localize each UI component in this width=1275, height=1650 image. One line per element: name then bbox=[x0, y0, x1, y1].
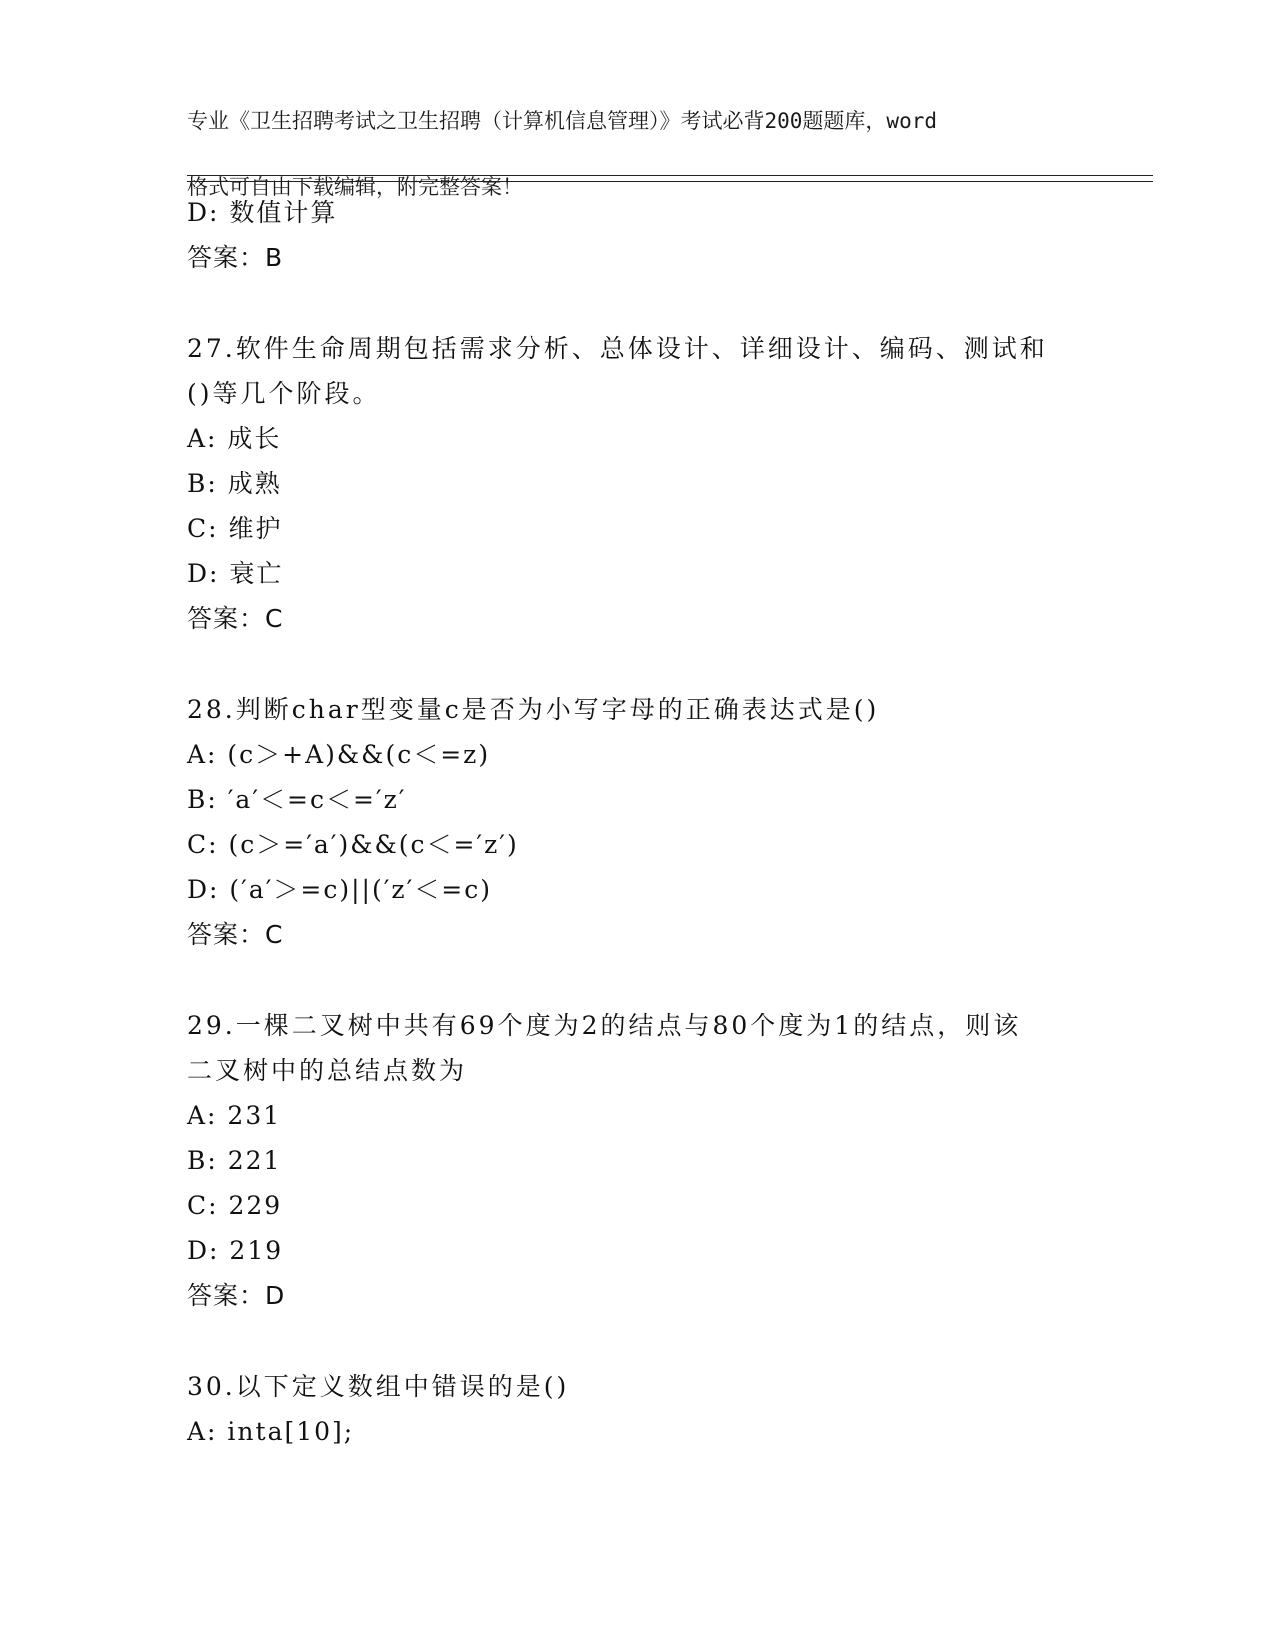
question-30 bbox=[187, 1364, 1087, 1454]
option-d: D: (′a′＞=c)||(′z′＜=c) bbox=[187, 875, 492, 904]
question-text: 29.一棵二叉树中共有69个度为2的结点与80个度为1的结点，则该 bbox=[187, 1011, 1022, 1040]
option-b: B: ′a′＜=c＜=′z′ bbox=[187, 785, 407, 814]
option-a: A: (c＞+A)&&(c＜=z) bbox=[187, 740, 491, 769]
question-text-continued: 二叉树中的总结点数为 bbox=[187, 1056, 468, 1085]
answer-line: 答案：B bbox=[187, 243, 284, 272]
option-b: B: 221 bbox=[187, 1146, 282, 1175]
question-27 bbox=[187, 326, 1087, 642]
option-c: C: (c＞=′a′)&&(c＜=′z′) bbox=[187, 830, 519, 859]
answer-line: 答案：C bbox=[187, 604, 284, 633]
question-29 bbox=[187, 1003, 1087, 1319]
option-a: A: 成长 bbox=[187, 424, 282, 453]
question-text-continued: ()等几个阶段。 bbox=[187, 379, 381, 408]
answer-line: 答案：C bbox=[187, 920, 284, 949]
header-line-1: 专业《卫生招聘考试之卫生招聘（计算机信息管理）》考试必背200题题库，word bbox=[187, 109, 937, 133]
question-list bbox=[187, 190, 1087, 1454]
question-26-tail bbox=[187, 190, 1087, 281]
option-a: A: inta[10]; bbox=[187, 1417, 355, 1446]
option-d: D: 219 bbox=[187, 1236, 284, 1265]
answer-line: 答案：D bbox=[187, 1281, 286, 1310]
question-text: 27.软件生命周期包括需求分析、总体设计、详细设计、编码、测试和 bbox=[187, 334, 1048, 363]
option-d: D: 衰亡 bbox=[187, 559, 284, 588]
option-c: C: 维护 bbox=[187, 514, 283, 543]
header-divider-top bbox=[187, 175, 1153, 176]
question-28 bbox=[187, 687, 1087, 958]
header-divider-bottom bbox=[187, 181, 1153, 182]
option-c: C: 229 bbox=[187, 1191, 283, 1220]
option-a: A: 231 bbox=[187, 1101, 282, 1130]
question-text: 30.以下定义数组中错误的是() bbox=[187, 1372, 570, 1401]
option-d: D: 数值计算 bbox=[187, 198, 338, 227]
header-line-2: 格式可自由下载编辑，附完整答案！ bbox=[187, 175, 523, 199]
question-text: 28.判断char型变量c是否为小写字母的正确表达式是() bbox=[187, 695, 880, 724]
option-b: B: 成熟 bbox=[187, 469, 282, 498]
